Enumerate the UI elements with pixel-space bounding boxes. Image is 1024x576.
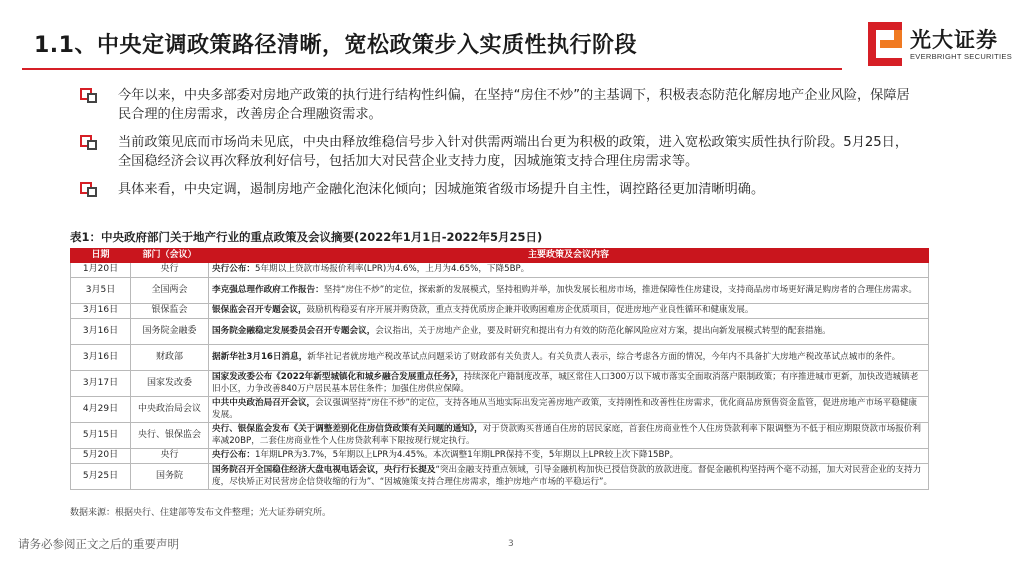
row-date: 3月5日 bbox=[71, 278, 131, 304]
policy-table bbox=[70, 248, 929, 490]
row-text: 1年期LPR为3.7%，5年期以上LPR为4.45%。本次调整1年期LPR保持不变，5年期以上LPR较上次下降15BP。 bbox=[254, 450, 679, 461]
row-text: “突出金融支持重点领域，引导金融机构加快已授信贷款的放款进度。督促金融机构坚持两个毫不动摇，加大对民营企业的支持力度，尽快矫正对民营房企信贷收缩的行为”、“因城施策支持合理住房需求，维护房地产市场的平稳运行”。 bbox=[212, 465, 922, 487]
bullet-squares-icon bbox=[80, 182, 100, 198]
row-content bbox=[209, 464, 929, 490]
bullet-item bbox=[80, 180, 920, 199]
page-header bbox=[22, 22, 1013, 74]
row-date: 5月15日 bbox=[71, 423, 131, 449]
row-date: 3月16日 bbox=[71, 304, 131, 319]
row-dept: 央行、银保监会 bbox=[131, 423, 209, 449]
title-underline bbox=[22, 68, 842, 70]
row-date: 3月16日 bbox=[71, 345, 131, 371]
row-text: 会议指出，关于房地产企业，要及时研究和提出有力有效的防范化解风险应对方案，提出向新发展模式转型的配套措施。 bbox=[375, 325, 831, 336]
disclaimer-note: 请务必参阅正文之后的重要声明 bbox=[18, 537, 179, 551]
row-date: 3月16日 bbox=[71, 319, 131, 345]
row-content bbox=[209, 423, 929, 449]
table-row bbox=[71, 263, 929, 278]
bullet-item bbox=[80, 133, 920, 171]
row-content bbox=[209, 371, 929, 397]
row-date: 1月20日 bbox=[71, 263, 131, 278]
row-lead: 国务院金融稳定发展委员会召开专题会议， bbox=[212, 325, 376, 336]
bullet-squares-icon bbox=[80, 88, 100, 104]
row-lead: 国务院召开全国稳住经济大盘电视电话会议，央行行长提及 bbox=[212, 465, 436, 476]
row-date: 4月29日 bbox=[71, 397, 131, 423]
page-title: 1.1、中央定调政策路径清晰，宽松政策步入实质性执行阶段 bbox=[34, 33, 637, 58]
column-header-date: 日期 bbox=[71, 249, 131, 263]
row-content bbox=[209, 449, 929, 464]
table-row bbox=[71, 423, 929, 449]
page-number: 3 bbox=[508, 539, 514, 549]
row-lead: 李克强总理作政府工作报告： bbox=[212, 284, 324, 295]
row-dept: 国家发改委 bbox=[131, 371, 209, 397]
logo-chinese-name: 光大证券 bbox=[910, 28, 998, 52]
row-content bbox=[209, 263, 929, 278]
row-dept: 央行 bbox=[131, 449, 209, 464]
data-source-note: 数据来源：根据央行、住建部等发布文件整理；光大证券研究所。 bbox=[70, 508, 332, 518]
row-lead: 据新华社3月16日消息， bbox=[212, 351, 308, 362]
table-row bbox=[71, 345, 929, 371]
table-row bbox=[71, 464, 929, 490]
row-dept: 中央政治局会议 bbox=[131, 397, 209, 423]
row-date: 5月20日 bbox=[71, 449, 131, 464]
table-row bbox=[71, 397, 929, 423]
row-text: 对于贷款购买普通自住房的居民家庭，首套住房商业性个人住房贷款利率下限调整为不低于相应期限贷款市场报价利率减20BP，二套住房商业性个人住房贷款利率下限按现行规定执行。 bbox=[212, 424, 921, 446]
row-lead: 中共中央政治局召开会议， bbox=[212, 398, 316, 409]
row-lead: 央行公布： bbox=[212, 450, 255, 461]
row-lead: 央行公布： bbox=[212, 264, 255, 275]
bullet-text: 今年以来，中央多部委对房地产政策的执行进行结构性纠偏，在坚持“房住不炒”的主基调下，积极表态防范化解房地产企业风险，保障居民合理的住房需求，改善房企合理融资需求。 bbox=[118, 88, 910, 122]
row-content bbox=[209, 319, 929, 345]
table-row bbox=[71, 319, 929, 345]
row-date: 3月17日 bbox=[71, 371, 131, 397]
row-text: 5年期以上贷款市场报价利率(LPR)为4.6%，上月为4.65%，下降5BP。 bbox=[254, 264, 530, 275]
bullet-text: 当前政策见底而市场尚未见底，中央由释放维稳信号步入针对供需两端出台更为积极的政策，进入宽松政策实质性执行阶段。5月25日，全国稳经济会议再次释放利好信号，包括加大对民营企业支持力度，因城施策支持合理住房需求等。 bbox=[118, 135, 909, 169]
row-text: 会议强调坚持“房住不炒”的定位，支持各地从当地实际出发完善房地产政策，支持刚性和改善性住房需求，优化商品房预售资金监管，促进房地产市场平稳健康发展。 bbox=[212, 398, 918, 420]
column-header-content: 主要政策及会议内容 bbox=[209, 249, 929, 263]
row-dept: 财政部 bbox=[131, 345, 209, 371]
row-text: 持续深化户籍制度改革，城区常住人口300万以下城市落实全面取消落户限制政策；有序推进城市更新，加快改造城镇老旧小区，力争改善840万户居民基本居住条件；加强住房供应保障。 bbox=[212, 372, 919, 394]
table-header-row bbox=[71, 249, 929, 263]
row-content bbox=[209, 304, 929, 319]
row-content bbox=[209, 345, 929, 371]
table-row bbox=[71, 278, 929, 304]
bullet-squares-icon bbox=[80, 135, 100, 151]
everbright-logo-icon bbox=[868, 22, 902, 66]
table-row bbox=[71, 449, 929, 464]
logo-english-name: EVERBRIGHT SECURITIES bbox=[910, 52, 1013, 61]
everbright-logo bbox=[860, 22, 1024, 70]
row-lead: 央行、银保监会发布《关于调整差别化住房信贷政策有关问题的通知》， bbox=[212, 424, 483, 435]
row-content bbox=[209, 397, 929, 423]
column-header-dept: 部门（会议） bbox=[131, 249, 209, 263]
table-row bbox=[71, 304, 929, 319]
table-row bbox=[71, 371, 929, 397]
row-dept: 国务院 bbox=[131, 464, 209, 490]
row-dept: 央行 bbox=[131, 263, 209, 278]
row-dept: 全国两会 bbox=[131, 278, 209, 304]
row-text: 坚持“房住不炒”的定位，探索新的发展模式，坚持租购并举，加快发展长租房市场，推进保障性住房建设，支持商品房市场更好满足购房者的合理住房需求。 bbox=[323, 284, 918, 295]
row-text: 鼓励机构稳妥有序开展并购贷款，重点支持优质房企兼并收购困难房企优质项目，促进房地产业良性循环和健康发展。 bbox=[306, 305, 754, 316]
table-caption: 表1：中央政府部门关于地产行业的重点政策及会议摘要(2022年1月1日-2022年5月25日) bbox=[70, 230, 543, 244]
row-lead: 银保监会召开专题会议， bbox=[212, 305, 307, 316]
row-date: 5月25日 bbox=[71, 464, 131, 490]
row-dept: 国务院金融委 bbox=[131, 319, 209, 345]
row-content bbox=[209, 278, 929, 304]
bullet-text: 具体来看，中央定调，遏制房地产金融化泡沫化倾向；因城施策省级市场提升自主性，调控路径更加清晰明确。 bbox=[118, 182, 765, 197]
bullet-list bbox=[80, 86, 920, 208]
row-dept: 银保监会 bbox=[131, 304, 209, 319]
bullet-item bbox=[80, 86, 920, 124]
row-text: 新华社记者就房地产税改革试点问题采访了财政部有关负责人。有关负责人表示，综合考虑各方面的情况，今年内不具备扩大房地产税改革试点城市的条件。 bbox=[307, 351, 901, 362]
row-lead: 国家发改委公布《2022年新型城镇化和城乡融合发展重点任务》， bbox=[212, 372, 464, 383]
